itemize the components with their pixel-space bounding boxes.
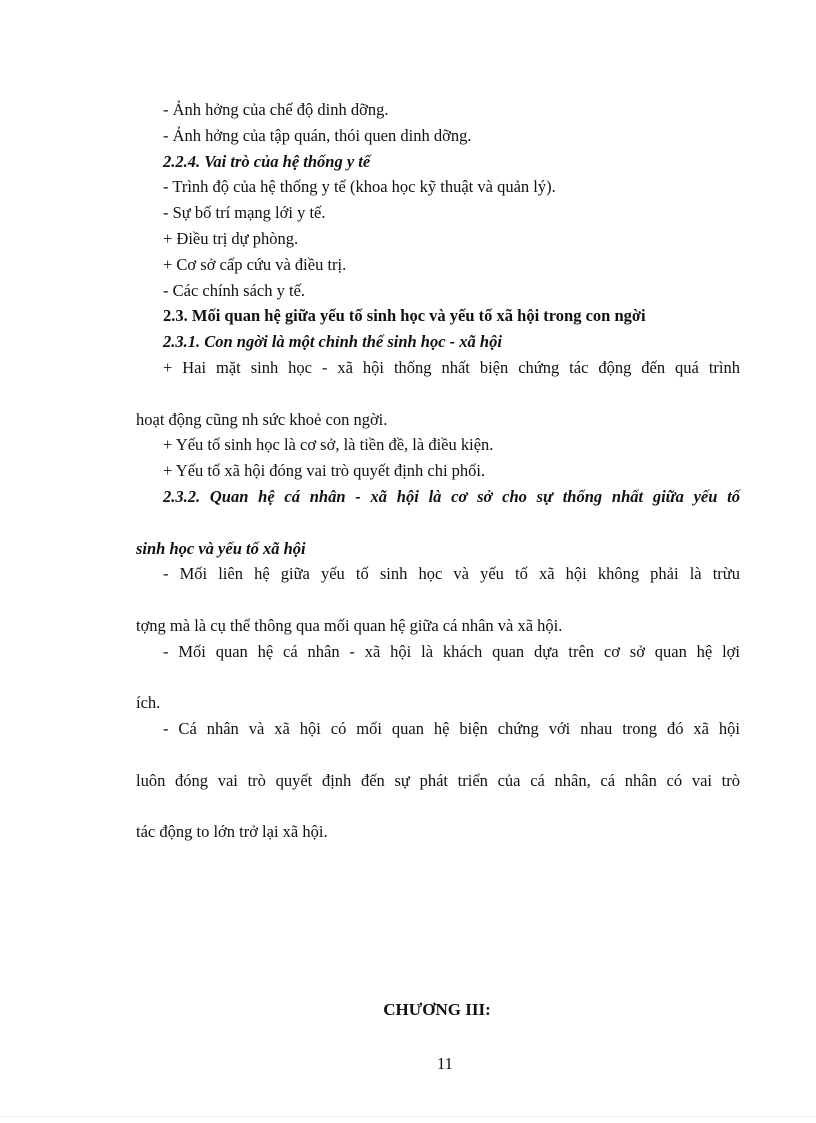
- paragraph-dialectic-line1: - Cá nhân và xã hội có mối quan hệ biện chứng với nhau trong đó xã hội: [163, 719, 740, 739]
- paragraph-dialectic-line3: tác động to lớn trở lại xã hội.: [136, 822, 328, 842]
- bullet-biological-factor: + Yếu tố sinh học là cơ sở, là tiền đề, là điều kiện.: [163, 435, 494, 455]
- bullet-health-network: - Sự bố trí mạng lới y tế.: [163, 203, 326, 223]
- bullet-health-policies: - Các chính sách y tế.: [163, 280, 306, 300]
- paragraph-two-aspects-line1: + Hai mặt sinh học - xã hội thống nhất biện chứng tác động đến quá trình: [163, 357, 740, 377]
- bullet-emergency: + Cơ sở cấp cứu và điều trị.: [163, 254, 347, 274]
- paragraph-relation-line1: - Mối liên hệ giữa yếu tố sinh học và yếu tố xã hội không phải là trừu: [163, 564, 740, 584]
- paragraph-two-aspects-line2: hoạt động cũng nh sức khoẻ con ngời.: [136, 409, 388, 429]
- bullet-health-system-level: - Trình độ của hệ thống y tế (khoa học kỹ thuật và quản lý).: [163, 177, 556, 197]
- paragraph-objective-line2: ích.: [136, 693, 161, 713]
- bullet-diet-habits: - Ảnh hởng của tập quán, thói quen dinh dỡng.: [163, 125, 472, 145]
- paragraph-relation-line2: tợng mà là cụ thể thông qua mối quan hệ giữa cá nhân và xã hội.: [136, 615, 563, 635]
- page-bottom-edge: [0, 1116, 816, 1117]
- paragraph-objective-line1: - Mối quan hệ cá nhân - xã hội là khách quan dựa trên cơ sở quan hệ lợi: [163, 641, 740, 661]
- chapter-heading: CHƯƠNG III:: [383, 1000, 491, 1019]
- bullet-diet-regime: - Ảnh hởng của chế độ dinh dỡng.: [163, 100, 389, 119]
- heading-2-3-2-line2: sinh học và yếu tố xã hội: [136, 538, 306, 558]
- bullet-prevention: + Điều trị dự phòng.: [163, 228, 299, 248]
- heading-2-3-1: 2.3.1. Con ngời là một chỉnh thể sinh học - xã hội: [163, 332, 502, 352]
- body-text: [136, 97, 740, 845]
- paragraph-dialectic-line2: luôn đóng vai trò quyết định đến sự phát triển của cá nhân, cá nhân có vai trò: [136, 770, 740, 790]
- heading-2-3: 2.3. Mối quan hệ giữa yếu tố sinh học và yếu tố xã hội trong con ngời: [163, 306, 646, 326]
- page-number: 11: [437, 1054, 453, 1073]
- heading-2-2-4: 2.2.4. Vai trò của hệ thống y tế: [163, 151, 371, 171]
- bullet-social-factor: + Yếu tố xã hội đóng vai trò quyết định chi phối.: [163, 461, 486, 481]
- heading-2-3-2-line1: 2.3.2. Quan hệ cá nhân - xã hội là cơ sở cho sự thống nhất giữa yếu tố: [163, 486, 740, 506]
